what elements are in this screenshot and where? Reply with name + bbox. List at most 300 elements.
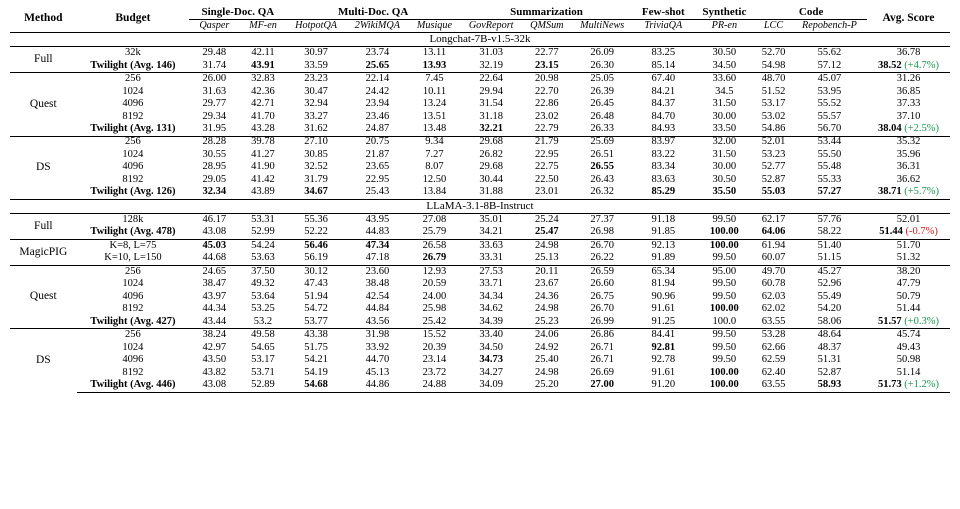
score-cell: 23.14 [422,354,447,366]
avg-score-cell [867,316,950,329]
score-cell: 20.39 [422,341,447,353]
score-cell: 99.50 [693,329,755,342]
section-title: LLaMA-3.1-8B-Instruct [10,200,950,214]
score-cell: 91.61 [651,303,676,315]
score-cell: 26.82 [479,148,503,160]
table-row [10,174,950,186]
score-cell: 57.27 [817,186,842,198]
score-cell: 29.68 [460,136,523,149]
header-group-row [10,6,950,20]
score-cell: 54.24 [239,239,286,252]
score-cell: 29.68 [479,161,503,173]
header-method: Method [24,12,63,25]
score-cell: 55.36 [287,214,346,227]
score-cell: 53.44 [792,136,867,149]
score-cell: 23.23 [287,73,346,86]
score-cell: 35.50 [712,186,737,198]
score-cell: 53.23 [761,148,786,160]
score-cell: 22.70 [535,85,559,97]
score-cell: 32.34 [202,186,227,198]
score-cell: 24.98 [523,239,572,252]
budget-cell: 8192 [122,366,144,378]
score-cell: 28.28 [189,136,239,149]
score-cell: 47.43 [304,278,328,290]
score-cell: 29.05 [202,173,227,185]
score-cell: 100.00 [693,379,755,392]
score-cell: 54.98 [761,59,786,71]
score-cell: 26.33 [590,122,614,134]
score-cell: 24.00 [422,290,447,302]
score-cell: 41.90 [251,161,275,173]
avg-score-value: 31.26 [896,73,921,85]
score-cell: 20.98 [523,73,572,86]
section-title-row [10,200,950,214]
score-cell: 43.89 [251,186,275,198]
score-cell: 20.11 [523,265,572,278]
avg-score-cell [867,47,950,60]
header-col-lcc: LCC [763,19,784,31]
score-cell: 43.44 [202,315,227,327]
table-row [10,162,950,174]
table-row [10,252,950,265]
score-cell: 46.17 [189,214,239,227]
score-cell: 23.72 [422,366,447,378]
table-body [10,33,950,393]
score-cell: 34.39 [479,315,503,327]
score-cell: 23.67 [535,278,559,290]
score-cell: 12.50 [422,173,447,185]
budget-cell: K=10, L=150 [104,252,162,264]
score-cell: 27.08 [409,214,460,227]
score-cell: 43.82 [202,366,227,378]
score-cell: 81.94 [651,278,676,290]
header-col-pr-en: PR-en [711,19,738,31]
header-group-code: Code [755,6,867,20]
score-cell: 63.55 [755,379,792,392]
avg-score-cell [867,149,950,161]
score-cell: 29.48 [189,47,239,60]
score-cell: 31.54 [479,98,503,110]
score-cell: 64.06 [761,226,786,238]
budget-cell: 256 [77,136,190,149]
table-row [10,111,950,123]
score-cell: 27.00 [571,379,633,392]
header-group-multi-doc-qa: Multi-Doc. QA [287,6,460,20]
score-cell: 49.32 [251,278,275,290]
table-row [10,342,950,354]
score-cell: 34.67 [304,186,328,198]
score-cell: 53.25 [251,303,275,315]
score-cell: 13.11 [409,47,460,60]
method-cell: Quest [10,73,77,136]
score-cell: 25.23 [535,315,559,327]
budget-cell: K=8, L=75 [77,239,190,252]
score-cell: 22.50 [535,173,559,185]
score-cell: 26.59 [571,265,633,278]
score-cell: 53.31 [239,214,286,227]
header-col-govreport: GovReport [468,19,514,31]
score-cell: 7.45 [409,73,460,86]
score-cell: 22.64 [460,73,523,86]
score-cell: 26.39 [590,85,614,97]
score-cell: 65.34 [633,265,693,278]
score-cell: 52.77 [761,161,786,173]
avg-score-value: 50.98 [896,354,921,366]
avg-score-cell [867,303,950,315]
table-row [10,187,950,200]
score-cell: 26.55 [590,161,614,173]
header-col-triviaqa: TriviaQA [644,19,683,31]
header-col-qasper: Qasper [199,19,230,31]
score-cell: 60.78 [761,278,786,290]
budget-cell: 4096 [122,161,144,173]
score-cell: 34.27 [479,366,503,378]
score-cell: 44.83 [365,226,390,238]
score-cell: 53.64 [251,290,275,302]
score-cell: 54.21 [304,354,328,366]
score-cell: 33.31 [479,252,503,264]
budget-cell: 4096 [122,354,144,366]
budget-cell: 1024 [122,341,144,353]
score-cell: 32.21 [479,122,503,134]
score-cell: 31.79 [304,173,328,185]
score-cell: 52.87 [817,366,842,378]
avg-score-cell [867,342,950,354]
score-cell: 53.02 [761,110,786,122]
section-title: Longchat-7B-v1.5-32k [10,33,950,47]
score-cell: 26.71 [590,354,614,366]
score-cell: 53.63 [251,252,275,264]
score-cell: 25.98 [422,303,447,315]
header-group-summarization: Summarization [460,6,633,20]
score-cell: 30.44 [479,173,503,185]
budget-cell: 8192 [122,303,144,315]
score-cell: 30.85 [304,148,328,160]
method-cell: Full [10,47,77,73]
score-cell: 100.00 [709,366,739,378]
avg-score-cell [867,214,950,227]
score-cell: 60.07 [761,252,786,264]
score-cell: 56.70 [817,122,842,134]
score-cell: 33.40 [460,329,523,342]
score-cell: 61.94 [755,239,792,252]
score-cell: 33.59 [304,59,328,71]
score-cell: 15.52 [409,329,460,342]
header-col-musique: Musique [416,19,452,31]
score-cell: 91.85 [651,226,676,238]
score-cell: 44.84 [365,303,390,315]
budget-cell: Twilight (Avg. 146) [90,59,176,71]
budget-cell: 256 [77,73,190,86]
score-cell: 53.77 [304,315,328,327]
score-cell: 32.83 [239,73,286,86]
avg-score-cell [867,367,950,379]
score-cell: 25.47 [535,226,559,238]
score-cell: 52.89 [239,379,286,392]
budget-cell: 256 [77,265,190,278]
score-cell: 26.99 [590,315,614,327]
score-cell: 26.43 [590,173,614,185]
score-cell: 26.22 [590,252,614,264]
avg-score-delta: (+1.2%) [901,379,940,391]
score-cell: 54.68 [287,379,346,392]
avg-score-delta: (+2.5%) [901,122,940,134]
avg-score-delta: (-0.7%) [902,226,938,238]
score-cell: 84.93 [651,122,676,134]
table-row [10,136,950,149]
score-cell: 13.93 [422,59,447,71]
score-cell: 27.37 [571,214,633,227]
score-cell: 28.95 [202,161,227,173]
table-row [10,98,950,110]
score-cell: 52.70 [755,47,792,60]
score-cell: 48.70 [755,73,792,86]
score-cell: 34.73 [479,354,503,366]
table-row [10,47,950,60]
score-cell: 33.27 [304,110,328,122]
score-cell: 26.58 [409,239,460,252]
score-cell: 55.50 [817,148,842,160]
table-row [10,354,950,366]
avg-score-cell [867,329,950,342]
budget-cell: 1024 [122,85,144,97]
score-cell: 83.34 [651,161,676,173]
score-cell: 22.95 [365,173,390,185]
score-cell: 24.98 [535,303,559,315]
score-cell: 25.69 [571,136,633,149]
score-cell: 22.77 [523,47,572,60]
score-cell: 44.70 [365,354,390,366]
score-cell: 54.20 [817,303,842,315]
score-cell: 27.53 [460,265,523,278]
score-cell: 32.00 [693,136,755,149]
table-row [10,123,950,136]
score-cell: 13.48 [422,122,447,134]
score-cell: 31.98 [346,329,409,342]
score-cell: 23.02 [535,110,559,122]
avg-score-cell [867,278,950,290]
avg-score-cell [867,379,950,392]
score-cell: 31.50 [712,148,737,160]
score-cell: 57.76 [792,214,867,227]
score-cell: 30.50 [712,173,737,185]
score-cell: 38.47 [202,278,227,290]
table-row [10,367,950,379]
score-cell: 23.15 [535,59,559,71]
budget-cell: Twilight (Avg. 131) [90,122,176,134]
score-cell: 24.88 [409,379,460,392]
avg-score-cell [867,123,950,136]
score-cell: 38.48 [365,278,390,290]
score-cell: 41.27 [251,148,275,160]
score-cell: 23.94 [365,98,390,110]
table-row [10,86,950,98]
score-cell: 91.89 [651,252,676,264]
table-row [10,60,950,73]
avg-score-cell [867,291,950,303]
score-cell: 56.46 [287,239,346,252]
header-col-qmsum: QMSum [530,19,564,31]
score-cell: 31.95 [202,122,227,134]
score-cell: 33.63 [460,239,523,252]
avg-score-cell [867,136,950,149]
score-cell: 42.36 [251,85,275,97]
score-cell: 55.48 [817,161,842,173]
score-cell: 22.75 [535,161,559,173]
avg-score-value: 38.20 [896,265,921,277]
score-cell: 58.06 [817,315,842,327]
score-cell: 51.40 [792,239,867,252]
avg-score-cell [867,252,950,265]
avg-score-cell [867,98,950,110]
score-cell: 12.93 [409,265,460,278]
score-cell: 31.03 [460,47,523,60]
score-cell: 31.62 [304,122,328,134]
table-row [10,316,950,329]
score-cell: 55.57 [817,110,842,122]
budget-cell: 1024 [122,148,144,160]
table-row [10,73,950,86]
score-cell: 85.29 [651,186,676,198]
budget-cell: 256 [77,329,190,342]
avg-score-value: 47.79 [896,278,921,290]
score-cell: 30.12 [287,265,346,278]
score-cell: 54.19 [304,366,328,378]
score-cell: 63.55 [761,315,786,327]
budget-cell: Twilight (Avg. 446) [77,379,190,392]
budget-cell: 4096 [122,290,144,302]
score-cell: 55.49 [817,290,842,302]
method-cell: Full [10,214,77,240]
score-cell: 92.13 [633,239,693,252]
header-col-mf-en: MF-en [249,19,277,31]
avg-score-value: 51.70 [896,239,921,251]
score-cell: 8.07 [425,161,444,173]
avg-score-value: 36.31 [896,161,921,173]
budget-cell: 4096 [122,98,144,110]
score-cell: 25.42 [422,315,447,327]
avg-score-value: 50.79 [896,290,921,302]
header-col-2wikimqa: 2WikiMQA [354,19,401,31]
budget-cell: 128k [77,214,190,227]
score-cell: 29.94 [479,85,503,97]
score-cell: 43.08 [189,379,239,392]
score-cell: 10.11 [422,85,447,97]
score-cell: 47.34 [346,239,409,252]
avg-score-delta: (+4.7%) [901,59,940,71]
avg-score-value: 35.32 [896,136,921,148]
score-cell: 32.94 [304,98,328,110]
table-header [10,6,950,33]
score-cell: 34.62 [479,303,503,315]
score-cell: 26.70 [590,303,614,315]
avg-score-cell [867,162,950,174]
score-cell: 33.50 [712,122,737,134]
score-cell: 48.64 [792,329,867,342]
header-group-single-doc-qa: Single-Doc. QA [189,6,286,20]
score-cell: 31.63 [202,85,227,97]
avg-score-value: 49.43 [896,341,921,353]
score-cell: 26.86 [571,329,633,342]
score-cell: 24.06 [523,329,572,342]
section-title-row [10,33,950,47]
budget-cell: 8192 [122,173,144,185]
score-cell: 91.18 [633,214,693,227]
score-cell: 30.47 [304,85,328,97]
score-cell: 24.87 [365,122,390,134]
score-cell: 43.28 [251,122,275,134]
table-row [10,149,950,161]
header-avg-score: Avg. Score [882,12,935,25]
score-cell: 30.00 [712,110,737,122]
score-cell: 56.19 [304,252,328,264]
table-row [10,329,950,342]
score-cell: 34.50 [479,341,503,353]
avg-score-value: 51.44 [879,226,903,238]
score-cell: 29.34 [202,110,227,122]
score-cell: 26.75 [590,290,614,302]
score-cell: 95.00 [693,265,755,278]
header-col-multinews: MultiNews [580,19,625,31]
score-cell: 52.99 [251,226,275,238]
score-cell: 42.97 [202,341,227,353]
table-row [10,291,950,303]
score-cell: 22.79 [535,122,559,134]
score-cell: 23.74 [346,47,409,60]
score-cell: 24.65 [189,265,239,278]
score-cell: 100.00 [709,303,739,315]
budget-cell: 32k [77,47,190,60]
score-cell: 13.51 [422,110,447,122]
score-cell: 99.50 [712,278,737,290]
score-cell: 52.01 [755,136,792,149]
score-cell: 51.15 [817,252,842,264]
score-cell: 24.42 [365,85,390,97]
avg-score-cell [867,354,950,366]
budget-cell: Twilight (Avg. 427) [90,315,176,327]
score-cell: 30.97 [287,47,346,60]
score-cell: 34.34 [479,290,503,302]
score-cell: 49.70 [755,265,792,278]
avg-score-value: 52.01 [896,213,921,225]
score-cell: 26.48 [590,110,614,122]
score-cell: 42.54 [365,290,390,302]
score-cell: 62.02 [761,303,786,315]
score-cell: 92.81 [651,341,676,353]
score-cell: 32.52 [304,161,328,173]
header-budget: Budget [115,12,151,25]
score-cell: 22.95 [535,148,559,160]
score-cell: 30.55 [202,148,227,160]
score-cell: 54.86 [761,122,786,134]
table-row [10,303,950,315]
score-cell: 84.70 [651,110,676,122]
score-cell: 47.18 [365,252,390,264]
header-col-hotpotqa: HotpotQA [295,19,338,31]
score-cell: 91.25 [651,315,676,327]
score-cell: 41.42 [251,173,275,185]
score-cell: 26.51 [590,148,614,160]
score-cell: 34.5 [715,85,734,97]
score-cell: 23.65 [365,161,390,173]
score-cell: 51.52 [761,85,786,97]
score-cell: 37.50 [239,265,286,278]
score-cell: 84.41 [633,329,693,342]
score-cell: 45.13 [365,366,390,378]
avg-score-value: 38.52 [878,59,902,71]
avg-score-delta: (+0.3%) [901,315,940,327]
score-cell: 43.91 [251,59,275,71]
